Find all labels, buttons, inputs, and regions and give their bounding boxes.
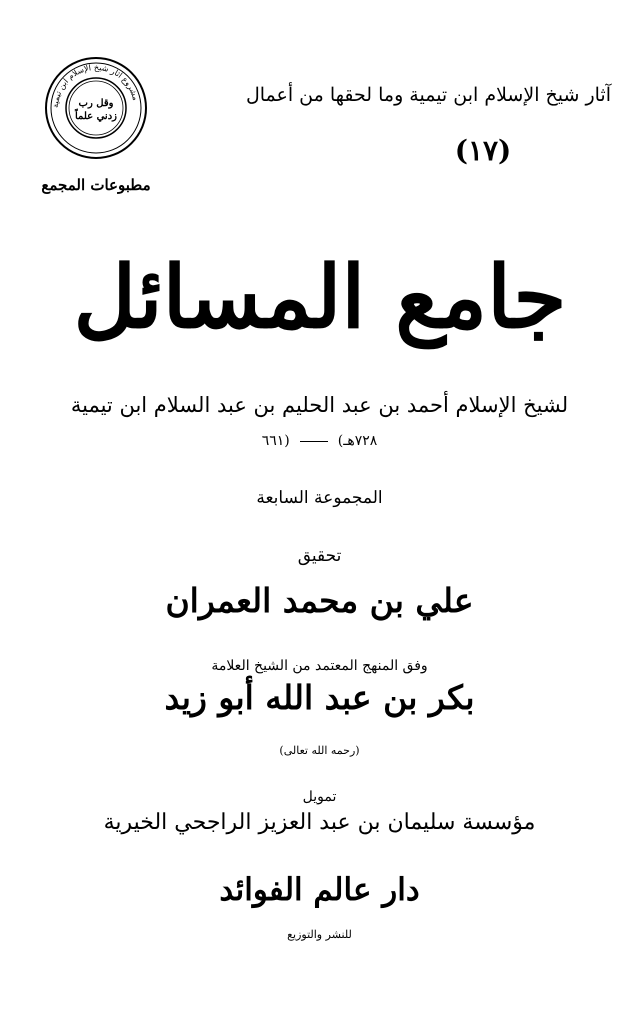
author-birth-year: (٦٦١ — [261, 433, 290, 449]
series-number: (١٧) — [454, 134, 512, 167]
dates-separator — [300, 441, 328, 442]
method-label: وفق المنهج المعتمد من الشيخ العلامة — [211, 658, 428, 674]
author-dates — [0, 433, 639, 449]
seal-label: مطبوعات المجمع — [41, 176, 151, 194]
scholar-honorific: (رحمه الله تعالى) — [279, 744, 360, 757]
svg-text:زدني علماً: زدني علماً — [75, 111, 117, 122]
foundation-name: مؤسسة سليمان بن عبد العزيز الراجحي الخيرية — [103, 810, 536, 835]
funding-label: تمويل — [302, 789, 337, 805]
academy-seal-logo — [44, 56, 148, 160]
seal-ring-text: مشروع آثار شيخ الإسلام ابن تيمية — [50, 62, 141, 109]
collection-label: المجموعة السابعة — [256, 488, 383, 508]
author-death-year: ٧٢٨هـ) — [337, 433, 378, 449]
book-title: جامع المسائل — [73, 247, 567, 348]
editor-name: علي بن محمد العمران — [165, 581, 474, 620]
publisher-logo: دار عالم الفوائد — [219, 872, 420, 908]
author-line: لشيخ الإسلام أحمد بن عبد الحليم بن عبد السلام ابن تيمية — [70, 393, 569, 417]
editor-label: تحقيق — [297, 546, 342, 566]
series-title: آثار شيخ الإسلام ابن تيمية وما لحقها من أعمال — [245, 84, 611, 106]
svg-text:وقل رب: وقل رب — [78, 98, 114, 109]
publisher-tagline: للنشر والتوزيع — [287, 928, 352, 941]
scholar-name: بكر بن عبد الله أبو زيد — [164, 678, 475, 717]
